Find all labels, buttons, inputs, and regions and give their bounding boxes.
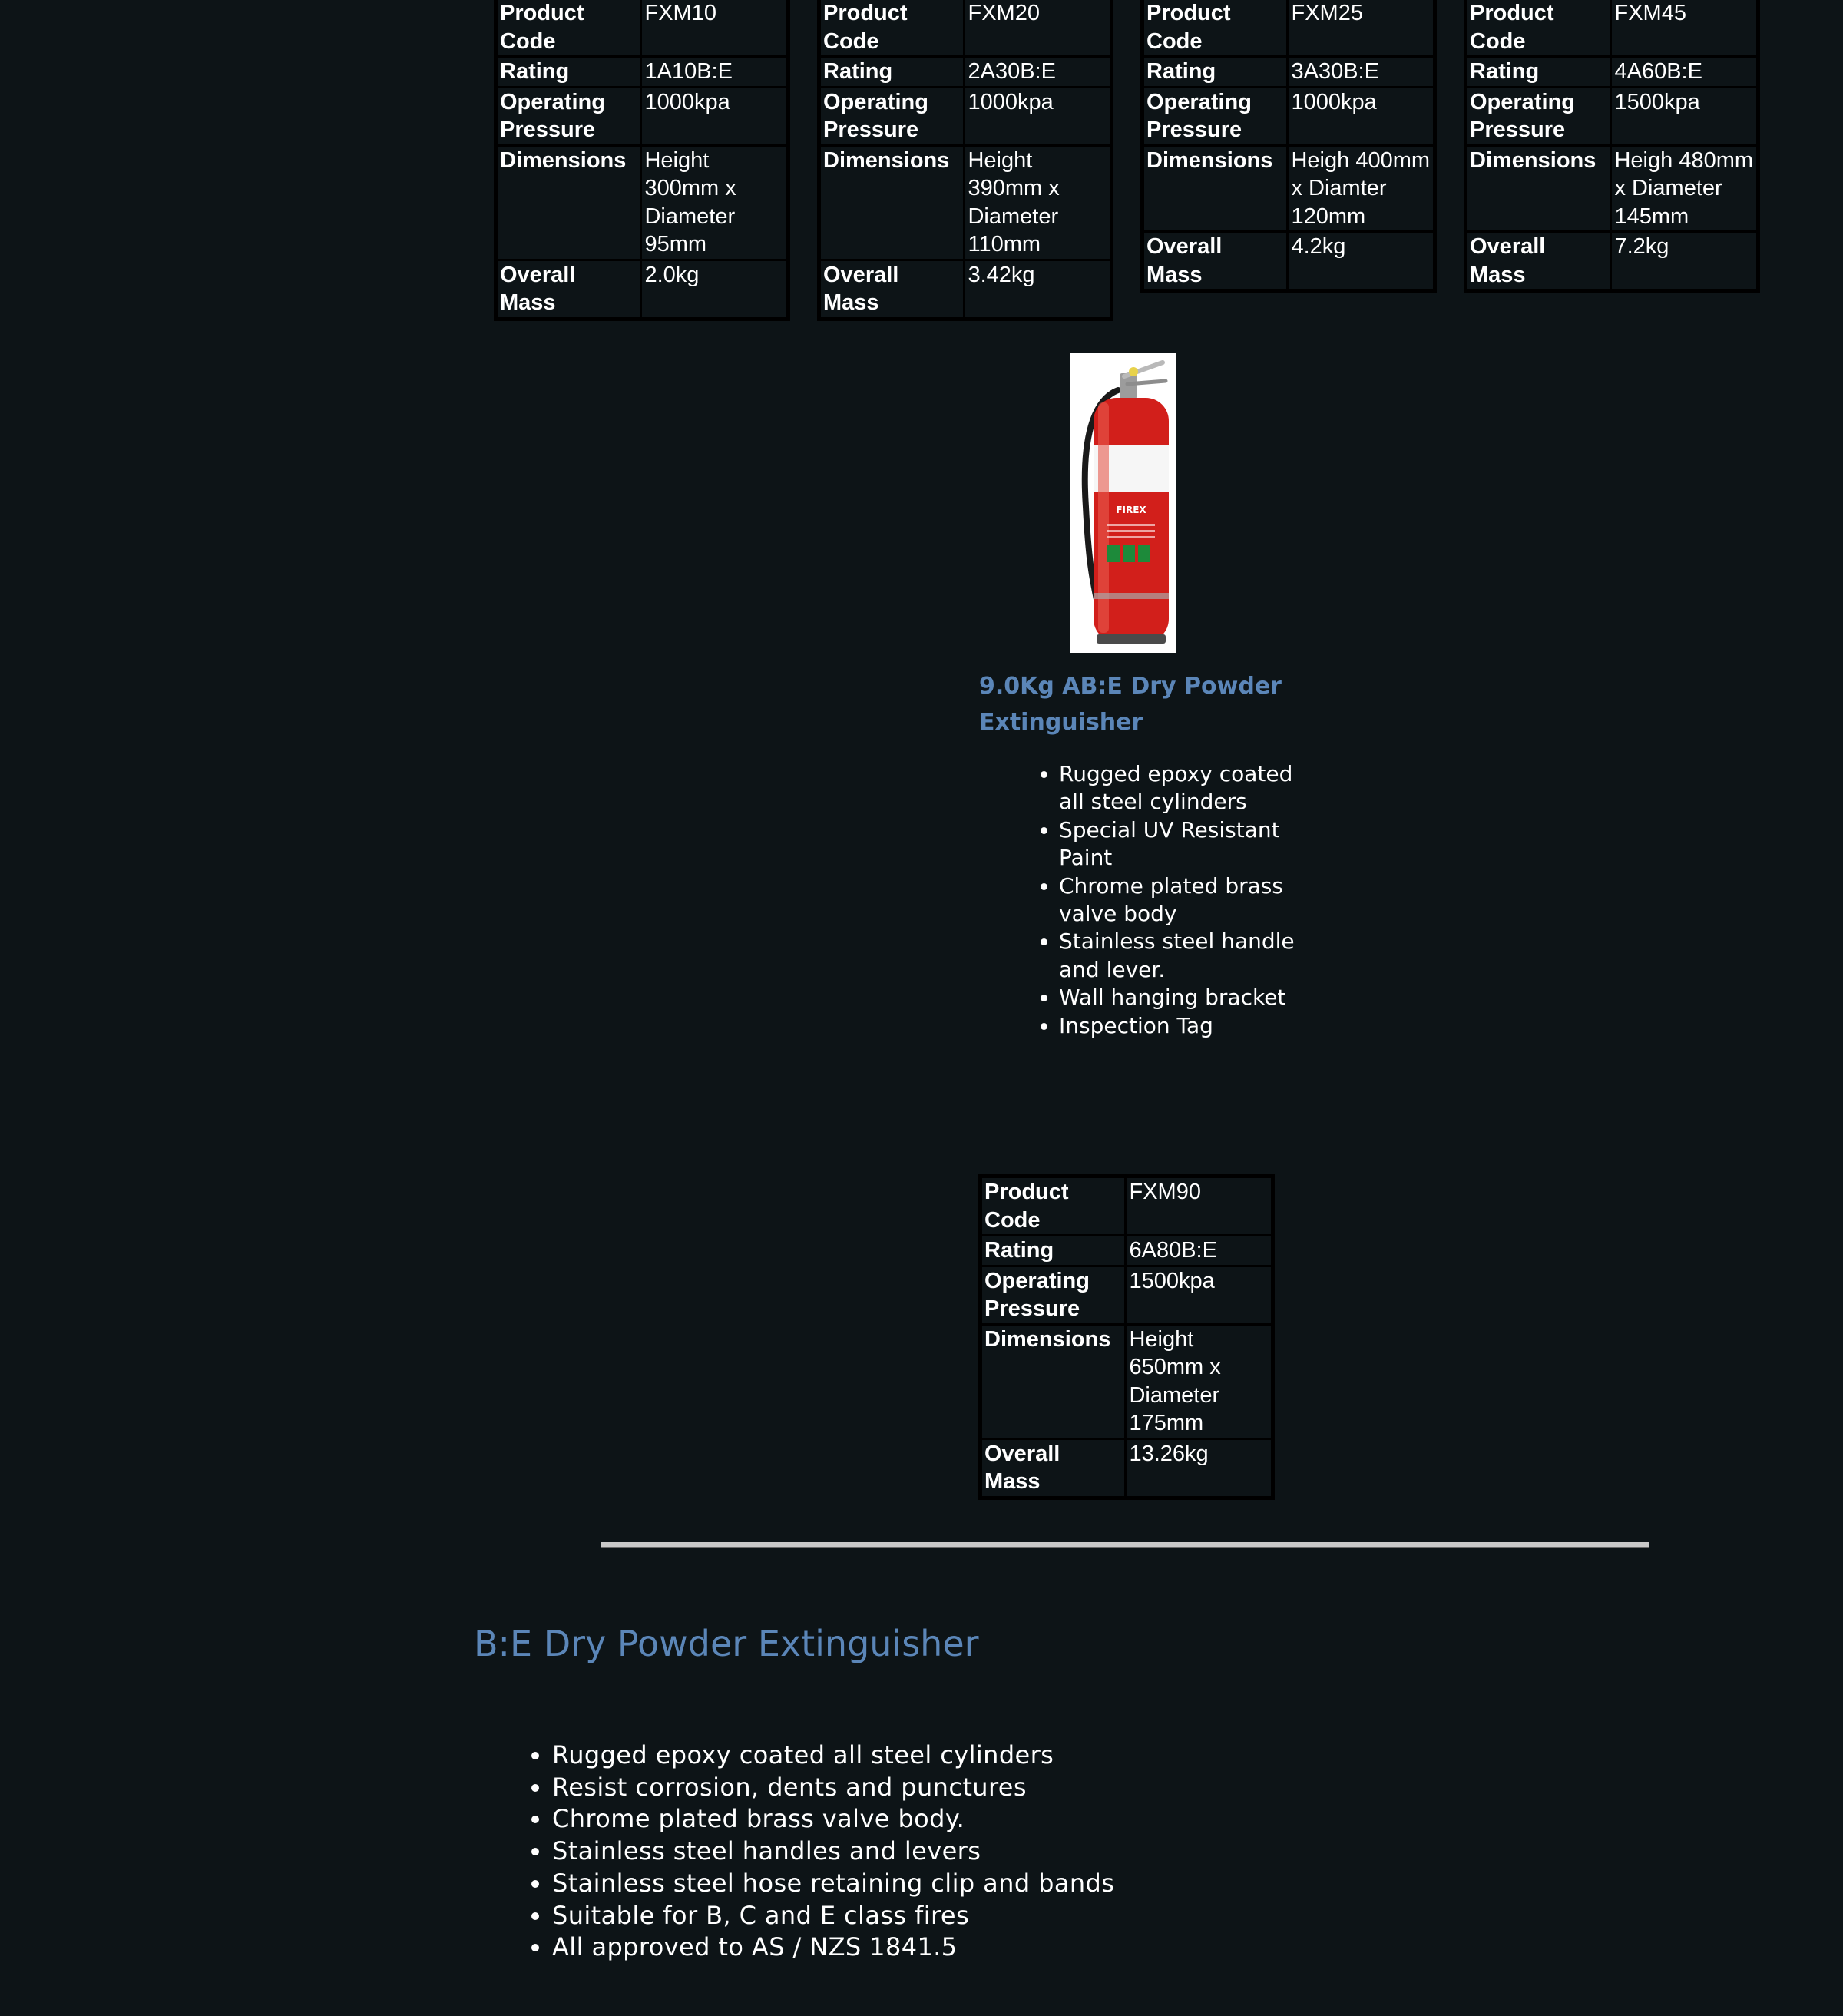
section-heading: B:E Dry Powder Extinguisher xyxy=(474,1623,979,1664)
label-product-code: Product Code xyxy=(1143,0,1288,57)
value-dimensions: Height 390mm x Diameter 110mm xyxy=(965,145,1112,260)
list-item: • Rugged epoxy coated all steel cylinders xyxy=(552,1740,1320,1772)
value-operating-pressure: 1000kpa xyxy=(965,87,1112,145)
value-operating-pressure: 1500kpa xyxy=(1126,1266,1273,1324)
label-operating-pressure: Operating Pressure xyxy=(981,1266,1126,1324)
list-item: • Suitable for B, C and E class fires xyxy=(552,1900,1320,1932)
product-title: 9.0Kg AB:E Dry Powder Extinguisher xyxy=(979,673,1282,736)
extinguisher-image xyxy=(1070,353,1176,653)
value-product-code: FXM45 xyxy=(1611,0,1759,57)
label-product-code: Product Code xyxy=(819,0,965,57)
label-product-code: Product Code xyxy=(1466,0,1611,57)
value-overall-mass: 3.42kg xyxy=(965,260,1112,319)
label-overall-mass: Overall Mass xyxy=(496,260,641,319)
label-operating-pressure: Operating Pressure xyxy=(1466,87,1611,145)
list-item: • Wall hanging bracket xyxy=(1059,984,1320,1011)
label-dimensions: Dimensions xyxy=(981,1324,1126,1438)
label-rating: Rating xyxy=(1143,57,1288,88)
value-product-code: FXM25 xyxy=(1288,0,1435,57)
spec-table-fxm45 xyxy=(1464,0,1760,293)
list-item: • Chrome plated brass valve body. xyxy=(552,1803,1320,1836)
list-item: • Stainless steel handles and levers xyxy=(552,1836,1320,1868)
label-rating: Rating xyxy=(1466,57,1611,88)
list-item: • Stainless steel handle and lever. xyxy=(1059,928,1320,984)
value-dimensions: Heigh 480mm x Diameter 145mm xyxy=(1611,145,1759,232)
label-overall-mass: Overall Mass xyxy=(1143,232,1288,291)
value-dimensions: Heigh 400mm x Diamter 120mm xyxy=(1288,145,1435,232)
spec-table-fxm25 xyxy=(1140,0,1437,293)
label-rating: Rating xyxy=(981,1236,1126,1266)
spec-table-fxm90 xyxy=(978,1174,1275,1500)
value-rating: 1A10B:E xyxy=(641,57,789,88)
label-overall-mass: Overall Mass xyxy=(819,260,965,319)
list-item: • Rugged epoxy coated all steel cylinders xyxy=(1059,760,1320,816)
label-product-code: Product Code xyxy=(981,1177,1126,1236)
label-dimensions: Dimensions xyxy=(496,145,641,260)
label-overall-mass: Overall Mass xyxy=(1466,232,1611,291)
label-dimensions: Dimensions xyxy=(1466,145,1611,232)
product-feature-list xyxy=(1009,760,1320,1040)
value-dimensions: Height 650mm x Diameter 175mm xyxy=(1126,1324,1273,1438)
label-operating-pressure: Operating Pressure xyxy=(819,87,965,145)
value-product-code: FXM90 xyxy=(1126,1177,1273,1236)
value-rating: 4A60B:E xyxy=(1611,57,1759,88)
label-operating-pressure: Operating Pressure xyxy=(1143,87,1288,145)
value-operating-pressure: 1000kpa xyxy=(1288,87,1435,145)
label-operating-pressure: Operating Pressure xyxy=(496,87,641,145)
spec-table-fxm10 xyxy=(494,0,790,321)
label-rating: Rating xyxy=(496,57,641,88)
value-product-code: FXM20 xyxy=(965,0,1112,57)
list-item: • Special UV Resistant Paint xyxy=(1059,816,1320,872)
label-dimensions: Dimensions xyxy=(819,145,965,260)
label-overall-mass: Overall Mass xyxy=(981,1438,1126,1498)
list-item: • Chrome plated brass valve body xyxy=(1059,872,1320,929)
list-item: • Resist corrosion, dents and punctures xyxy=(552,1772,1320,1804)
spec-table-fxm20 xyxy=(817,0,1113,321)
value-product-code: FXM10 xyxy=(641,0,789,57)
firex-label: FIREX xyxy=(1116,505,1146,515)
value-rating: 2A30B:E xyxy=(965,57,1112,88)
section-divider xyxy=(601,1542,1649,1548)
label-rating: Rating xyxy=(819,57,965,88)
value-operating-pressure: 1500kpa xyxy=(1611,87,1759,145)
value-overall-mass: 2.0kg xyxy=(641,260,789,319)
list-item: • All approved to AS / NZS 1841.5 xyxy=(552,1932,1320,1964)
label-product-code: Product Code xyxy=(496,0,641,57)
value-dimensions: Height 300mm x Diameter 95mm xyxy=(641,145,789,260)
list-item: • Stainless steel hose retaining clip and bands xyxy=(552,1868,1320,1900)
value-overall-mass: 4.2kg xyxy=(1288,232,1435,291)
label-dimensions: Dimensions xyxy=(1143,145,1288,232)
list-item: • Inspection Tag xyxy=(1059,1012,1320,1040)
value-overall-mass: 13.26kg xyxy=(1126,1438,1273,1498)
value-rating: 3A30B:E xyxy=(1288,57,1435,88)
section-feature-list xyxy=(499,1740,1320,1964)
value-operating-pressure: 1000kpa xyxy=(641,87,789,145)
value-overall-mass: 7.2kg xyxy=(1611,232,1759,291)
value-rating: 6A80B:E xyxy=(1126,1236,1273,1266)
